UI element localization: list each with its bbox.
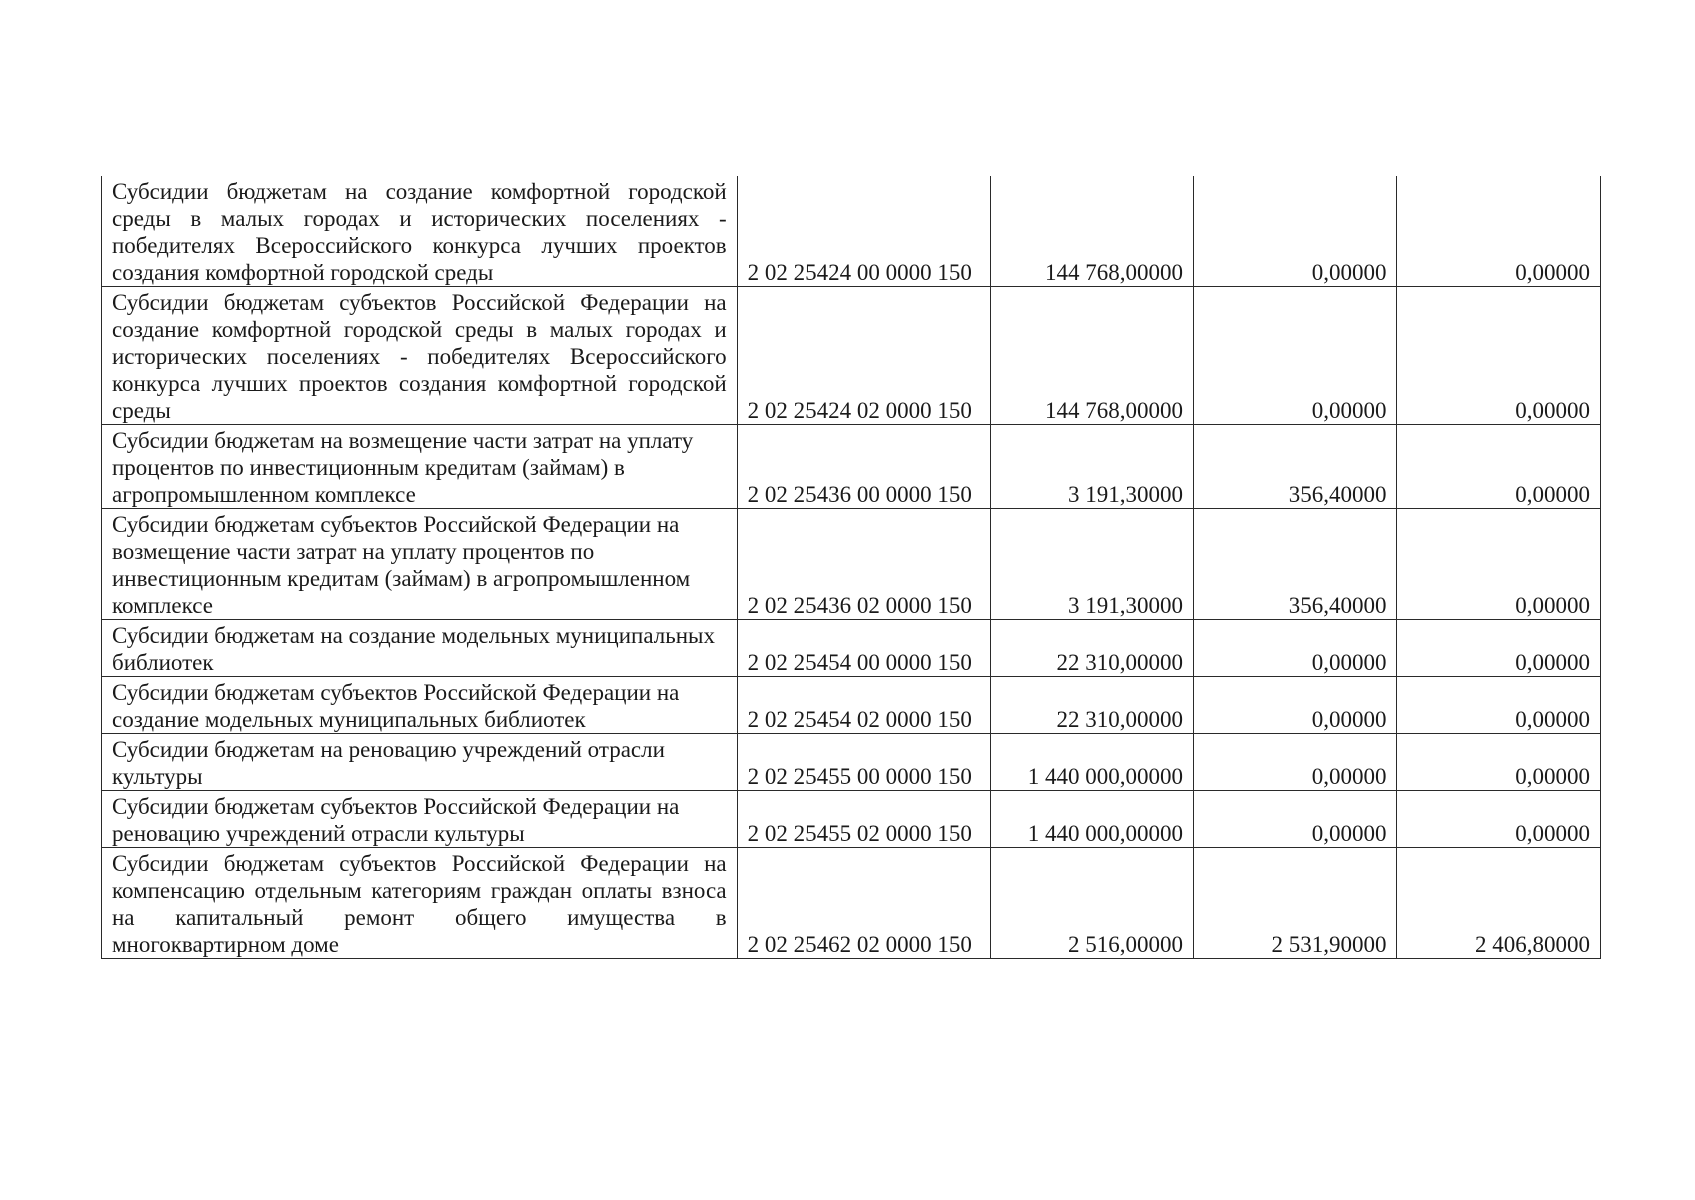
- table-body: [102, 176, 1601, 959]
- row-value-2: 2 531,90000: [1193, 848, 1396, 959]
- table-row: [102, 287, 1601, 425]
- row-description: Субсидии бюджетам на создание модельных муниципальных библиотек: [102, 620, 738, 677]
- row-code: 2 02 25454 02 0000 150: [737, 677, 990, 734]
- table-row: [102, 176, 1601, 287]
- row-value-1: 3 191,30000: [990, 509, 1193, 620]
- table-row: [102, 620, 1601, 677]
- row-value-2: 356,40000: [1193, 425, 1396, 509]
- row-value-1: 2 516,00000: [990, 848, 1193, 959]
- row-value-3: 0,00000: [1397, 425, 1601, 509]
- row-description: Субсидии бюджетам субъектов Российской Федерации на создание модельных муниципальных библиотек: [102, 677, 738, 734]
- table-row: [102, 509, 1601, 620]
- table-row: [102, 677, 1601, 734]
- row-code: 2 02 25424 00 0000 150: [737, 176, 990, 287]
- row-value-3: 0,00000: [1397, 677, 1601, 734]
- row-description: Субсидии бюджетам субъектов Российской Федерации на компенсацию отдельным категориям граждан оплаты взноса на капитальный ремонт общего имущества в многоквартирном доме: [102, 848, 738, 959]
- row-value-2: 356,40000: [1193, 509, 1396, 620]
- row-description: Субсидии бюджетам субъектов Российской Федерации на создание комфортной городской среды в малых городах и исторических поселениях - победителях Всероссийского конкурса лучших проектов создания комфортной городской среды: [102, 287, 738, 425]
- table-row: [102, 848, 1601, 959]
- row-value-1: 22 310,00000: [990, 620, 1193, 677]
- budget-revenue-table: [101, 176, 1601, 959]
- row-description: Субсидии бюджетам субъектов Российской Федерации на возмещение части затрат на уплату процентов по инвестиционным кредитам (займам) в агропромышленном комплексе: [102, 509, 738, 620]
- row-value-3: 0,00000: [1397, 620, 1601, 677]
- row-code: 2 02 25424 02 0000 150: [737, 287, 990, 425]
- row-code: 2 02 25454 00 0000 150: [737, 620, 990, 677]
- row-value-3: 0,00000: [1397, 791, 1601, 848]
- row-value-3: 0,00000: [1397, 176, 1601, 287]
- row-value-1: 144 768,00000: [990, 287, 1193, 425]
- table-row: [102, 734, 1601, 791]
- row-code: 2 02 25455 00 0000 150: [737, 734, 990, 791]
- row-code: 2 02 25436 00 0000 150: [737, 425, 990, 509]
- row-description: Субсидии бюджетам на реновацию учреждений отрасли культуры: [102, 734, 738, 791]
- row-value-2: 0,00000: [1193, 677, 1396, 734]
- row-value-1: 1 440 000,00000: [990, 791, 1193, 848]
- row-code: 2 02 25436 02 0000 150: [737, 509, 990, 620]
- row-value-3: 2 406,80000: [1397, 848, 1601, 959]
- row-value-3: 0,00000: [1397, 287, 1601, 425]
- row-value-2: 0,00000: [1193, 287, 1396, 425]
- row-description: Субсидии бюджетам субъектов Российской Федерации на реновацию учреждений отрасли культуры: [102, 791, 738, 848]
- row-description: Субсидии бюджетам на создание комфортной городской среды в малых городах и исторических поселениях - победителях Всероссийского конкурса лучших проектов создания комфортной городской среды: [102, 176, 738, 287]
- row-code: 2 02 25462 02 0000 150: [737, 848, 990, 959]
- row-value-2: 0,00000: [1193, 734, 1396, 791]
- row-value-2: 0,00000: [1193, 791, 1396, 848]
- row-description: Субсидии бюджетам на возмещение части затрат на уплату процентов по инвестиционным кредитам (займам) в агропромышленном комплексе: [102, 425, 738, 509]
- row-value-3: 0,00000: [1397, 509, 1601, 620]
- row-value-2: 0,00000: [1193, 176, 1396, 287]
- row-value-3: 0,00000: [1397, 734, 1601, 791]
- table-row: [102, 791, 1601, 848]
- row-value-1: 1 440 000,00000: [990, 734, 1193, 791]
- row-value-1: 144 768,00000: [990, 176, 1193, 287]
- table-row: [102, 425, 1601, 509]
- row-value-1: 3 191,30000: [990, 425, 1193, 509]
- row-code: 2 02 25455 02 0000 150: [737, 791, 990, 848]
- row-value-2: 0,00000: [1193, 620, 1396, 677]
- row-value-1: 22 310,00000: [990, 677, 1193, 734]
